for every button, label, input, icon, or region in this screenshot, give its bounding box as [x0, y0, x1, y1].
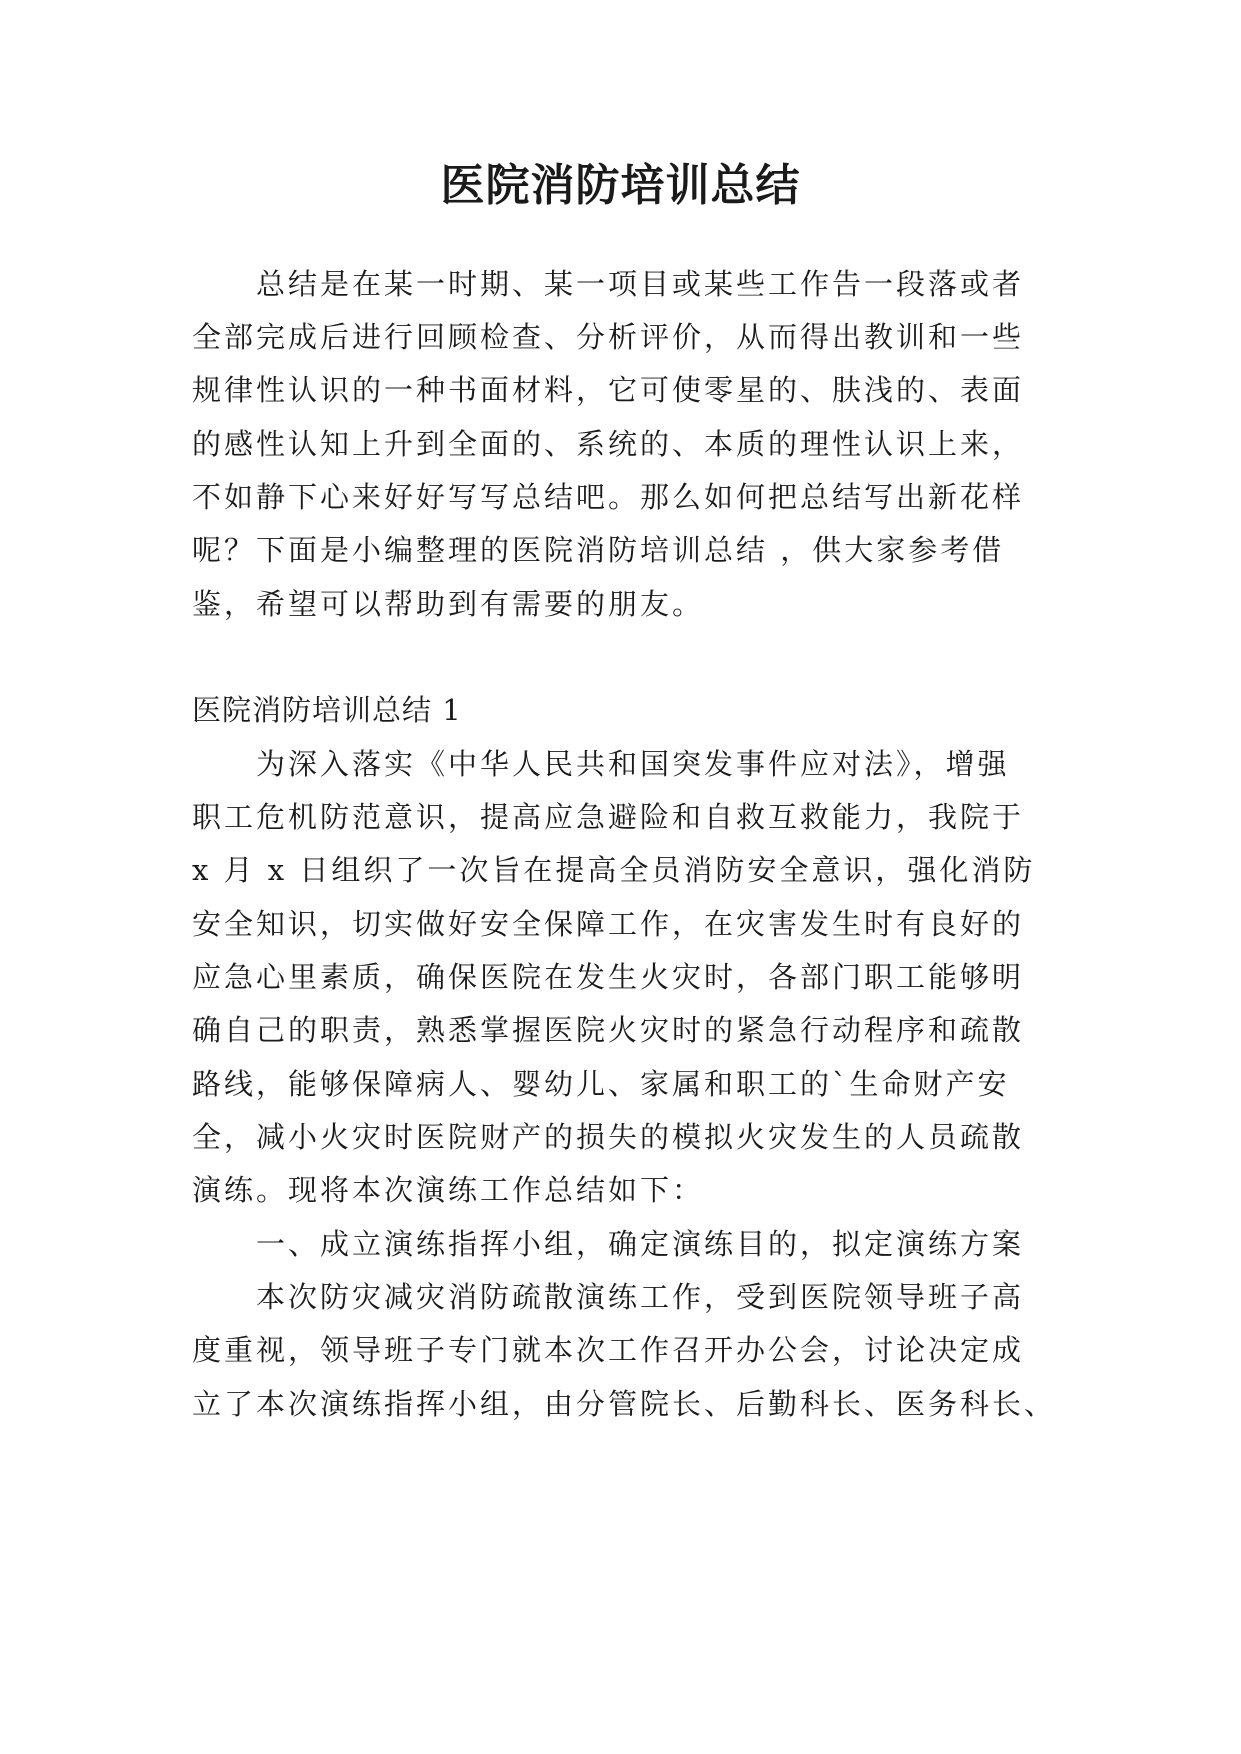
body-line: 演练。现将本次演练工作总结如下： — [192, 1173, 705, 1207]
intro-line: 鉴，希望可以帮助到有需要的朋友。 — [192, 587, 705, 621]
document-title: 医院消防培训总结 — [440, 160, 801, 211]
intro-line: 不如静下心来好好写写总结吧。那么如何把总结写出新花样 — [192, 480, 1025, 514]
body-line: 本次防灾减灾消防疏散演练工作，受到医院领导班子高 — [256, 1280, 1025, 1314]
body-line: 应急心里素质，确保医院在发生火灾时，各部门职工能够明 — [192, 960, 1025, 994]
intro-line: 总结是在某一时期、某一项目或某些工作告一段落或者 — [256, 267, 1025, 301]
body-line: 为深入落实《中华人民共和国突发事件应对法》，增强 — [256, 747, 1010, 781]
body-line: 路线，能够保障病人、婴幼儿、家属和职工的`生命财产安 — [192, 1067, 1010, 1101]
intro-line: 规律性认识的一种书面材料，它可使零星的、肤浅的、表面 — [192, 373, 1025, 407]
body-line: 全，减小火灾时医院财产的损失的模拟火灾发生的人员疏散 — [192, 1120, 1025, 1154]
body-line: 立了本次演练指挥小组，由分管院长、后勤科长、医务科长、 — [192, 1387, 1057, 1421]
section-heading: 医院消防培训总结 1 — [192, 693, 462, 727]
body-line: x 月 x 日组织了一次旨在提高全员消防安全意识，强化消防 — [192, 853, 1036, 887]
body-line: 安全知识，切实做好安全保障工作，在灾害发生时有良好的 — [192, 907, 1025, 941]
body-line: 确自己的职责，熟悉掌握医院火灾时的紧急行动程序和疏散 — [192, 1013, 1025, 1047]
body-line: 度重视，领导班子专门就本次工作召开办公会，讨论决定成 — [192, 1333, 1025, 1367]
intro-line: 呢？下面是小编整理的医院消防培训总结 ，供大家参考借 — [192, 533, 1005, 567]
intro-line: 的感性认知上升到全面的、系统的、本质的理性认识上来， — [192, 427, 1025, 461]
body-line: 一、成立演练指挥小组，确定演练目的，拟定演练方案 — [256, 1227, 1025, 1261]
body-line: 职工危机防范意识，提高应急避险和自救互救能力，我院于 — [192, 800, 1025, 834]
intro-line: 全部完成后进行回顾检查、分析评价，从而得出教训和一些 — [192, 320, 1025, 354]
